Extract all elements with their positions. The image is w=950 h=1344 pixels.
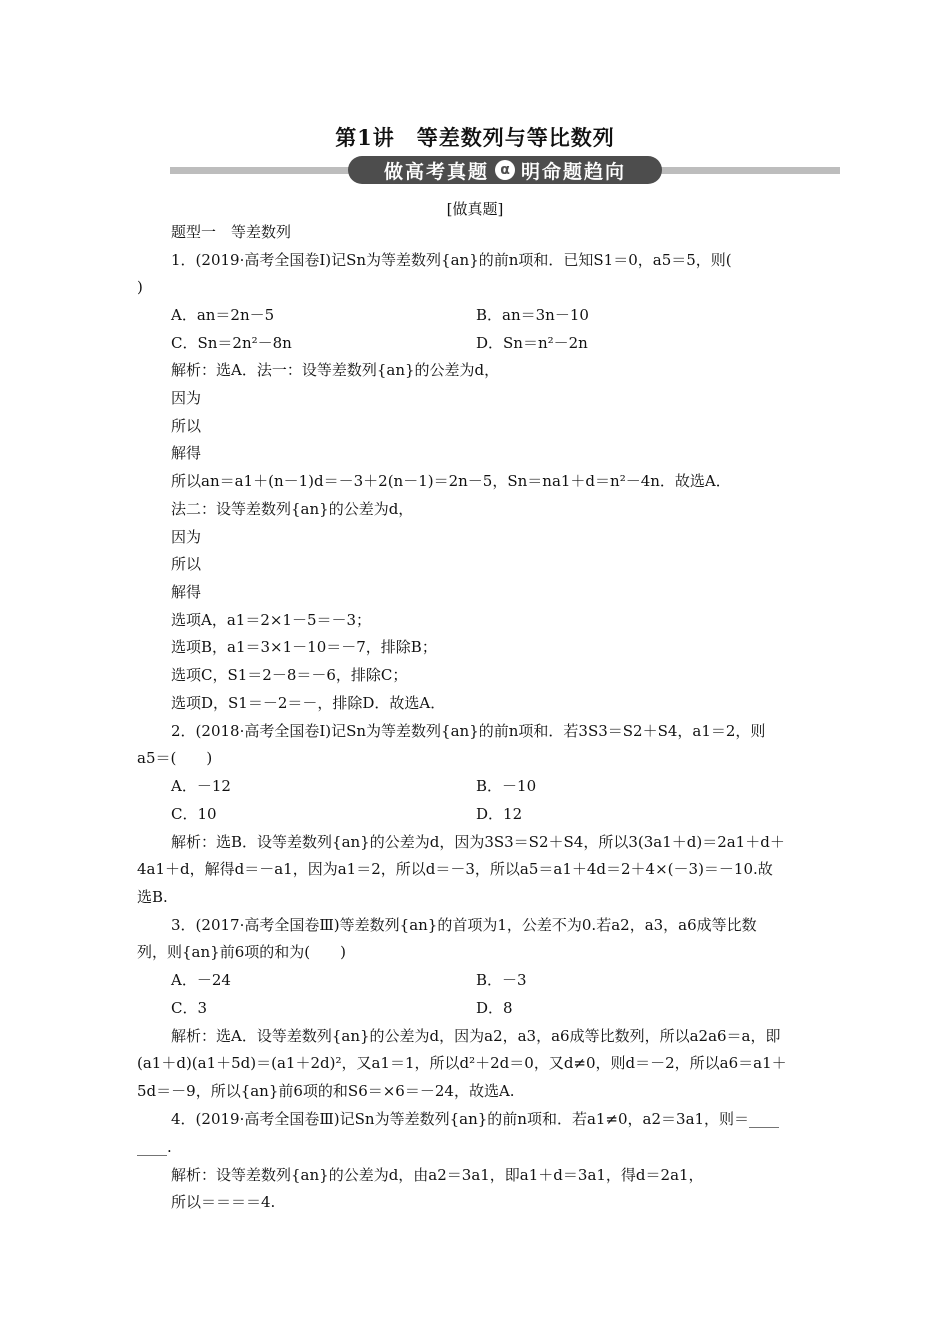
option-c: C．10 xyxy=(171,805,217,823)
solution-line: 解析：选B．设等差数列{an}的公差为d，因为3S3＝S2＋S4，所以3(3a1＋d)＝2a1＋d＋ xyxy=(171,833,785,851)
option-d: D．8 xyxy=(476,999,513,1017)
question-2-stem: 2．(2018·高考全国卷Ⅰ)记Sn为等差数列{an}的前n项和．若3S3＝S2＋S4，a1＝2，则 xyxy=(171,722,766,740)
option-d: D．Sn＝n²－2n xyxy=(476,334,588,352)
solution-line: 4a1＋d，解得d＝－a1，因为a1＝2，所以d＝－3，所以a5＝a1＋4d＝2＋4×(－3)＝－10.故 xyxy=(137,860,773,878)
option-b: B．－3 xyxy=(476,971,527,989)
solution-line: 因为 xyxy=(171,389,202,407)
question-1-stem: 1．(2019·高考全国卷Ⅰ)记Sn为等差数列{an}的前n项和．已知S1＝0，a5＝5，则( xyxy=(171,251,732,269)
solution-line: 解得 xyxy=(171,583,202,601)
option-c: C．Sn＝2n²－8n xyxy=(171,334,292,352)
topic-heading: 题型一 等差数列 xyxy=(171,223,292,241)
solution-line: 因为 xyxy=(171,528,202,546)
option-b: B．－10 xyxy=(476,777,537,795)
option-b: B．an＝3n－10 xyxy=(476,306,589,324)
question-3-stem-end: 列，则{an}前6项的和为( ) xyxy=(137,943,346,961)
solution-line: 解得 xyxy=(171,444,202,462)
question-3-stem: 3．(2017·高考全国卷Ⅲ)等差数列{an}的首项为1，公差不为0.若a2，a3，a6成等比数 xyxy=(171,916,757,934)
solution-line: 选项B，a1＝3×1－10＝－7，排除B； xyxy=(171,638,437,656)
banner-pill xyxy=(348,156,662,184)
banner-right-text: 明命题趋向 xyxy=(521,160,627,183)
solution-line: 选B. xyxy=(137,888,168,906)
option-a: A．－24 xyxy=(171,971,231,989)
solution-line: 选项D，S1＝－2＝－，排除D．故选A． xyxy=(171,694,446,712)
section-banner xyxy=(170,156,840,184)
option-d: D．12 xyxy=(476,805,523,823)
solution-line: 5d＝－9，所以{an}前6项的和S6＝×6＝－24，故选A. xyxy=(137,1082,515,1100)
alpha-icon: α xyxy=(495,160,515,180)
page-title: 第1讲 等差数列与等比数列 xyxy=(335,125,615,150)
solution-line: (a1＋d)(a1＋5d)＝(a1＋2d)²，又a1＝1，所以d²＋2d＝0，又d≠0，则d＝－2，所以a6＝a1＋ xyxy=(137,1054,787,1072)
solution-line: 所以 xyxy=(171,417,202,435)
option-c: C．3 xyxy=(171,999,208,1017)
solution-line: 所以an＝a1＋(n－1)d＝－3＋2(n－1)＝2n－5，Sn＝na1＋d＝n²－4n．故选A． xyxy=(171,472,731,490)
question-4-stem: 4．(2019·高考全国卷Ⅲ)记Sn为等差数列{an}的前n项和．若a1≠0，a2＝3a1，则＝____ xyxy=(171,1110,780,1128)
solution-line: 选项C，S1＝2－8＝－6，排除C； xyxy=(171,666,408,684)
option-a: A．－12 xyxy=(171,777,231,795)
solution-line: 解析：选A．法一：设等差数列{an}的公差为d， xyxy=(171,361,500,379)
option-a: A．an＝2n－5 xyxy=(171,306,275,324)
banner-left-text: 做高考真题 xyxy=(383,160,489,183)
solution-line: 解析：选A．设等差数列{an}的公差为d，因为a2，a3，a6成等比数列，所以a2a6＝a，即 xyxy=(171,1027,781,1045)
solution-line: 所以 xyxy=(171,555,202,573)
solution-line: 法二：设等差数列{an}的公差为d， xyxy=(171,500,414,518)
section-heading: [做真题] xyxy=(446,200,504,218)
question-1-stem-end: ) xyxy=(137,278,143,296)
solution-line: 所以＝＝＝＝4. xyxy=(171,1193,276,1211)
question-4-stem-end: ____. xyxy=(137,1138,172,1156)
solution-line: 解析：设等差数列{an}的公差为d，由a2＝3a1，即a1＋d＝3a1，得d＝2a1， xyxy=(171,1166,704,1184)
solution-line: 选项A，a1＝2×1－5＝－3； xyxy=(171,611,372,629)
question-2-stem-end: a5＝( ) xyxy=(137,749,213,767)
